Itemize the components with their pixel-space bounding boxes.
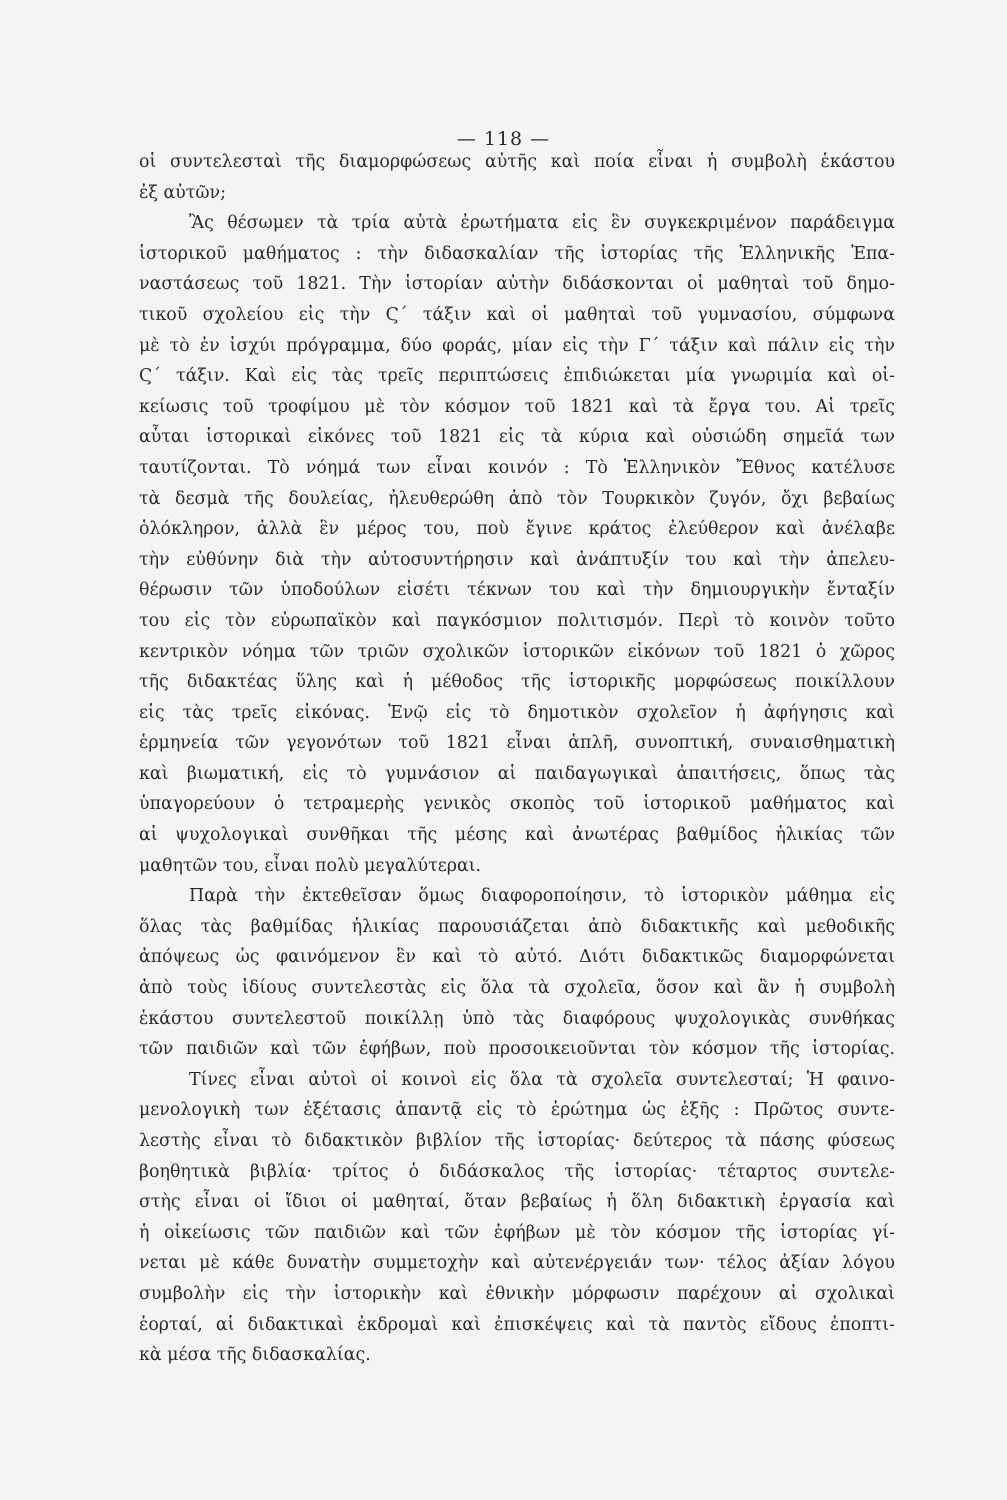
text-line: τῆς διδακτέας ὕλης καὶ ἡ μέθοδος τῆς ἱστορικῆς μορφώσεως ποικίλλουν [139, 672, 895, 693]
text-line: ἑκάστου συντελεστοῦ ποικίλλῃ ὑπὸ τὰς διαφόρους ψυχολογικὰς συνθήκας [139, 1008, 895, 1029]
text-line: συμβολὴν εἰς τὴν ἱστορικὴν καὶ ἐθνικὴν μόρφωσιν παρέχουν αἱ σχολικαὶ [139, 1283, 895, 1304]
text-line: ὁλόκληρον, ἀλλὰ ἓν μέρος του, ποὺ ἔγινε κράτος ἐλεύθερον καὶ ἀνέλαβε [139, 519, 895, 540]
text-line: λεστὴς εἶναι τὸ διδακτικὸν βιβλίον τῆς ἱστορίας· δεύτερος τὰ πάσης φύσεως [139, 1131, 895, 1151]
body-text [139, 147, 895, 1371]
text-line: ἑρμηνεία τῶν γεγονότων τοῦ 1821 εἶναι ἁπλῆ, συνοπτική, συναισθηματικὴ [139, 733, 895, 754]
text-line: ἐξ αὐτῶν; [139, 182, 226, 203]
text-line: καὶ βιωματική, εἰς τὸ γυμνάσιον αἱ παιδαγωγικαὶ ἀπαιτήσεις, ὅπως τὰς [139, 763, 895, 784]
text-line: του εἰς τὸν εὐρωπαϊκὸν καὶ παγκόσμιον πολιτισμόν. Περὶ τὸ κοινὸν τοῦτο [139, 610, 895, 631]
text-line: Τίνες εἶναι αὐτοὶ οἱ κοινοὶ εἰς ὅλα τὰ σχολεῖα συντελεσταί; Ἡ φαινο- [189, 1069, 895, 1090]
text-line: ἑορταί, αἱ διδακτικαὶ ἐκδρομαὶ καὶ ἐπισκέψεις καὶ τὰ παντὸς εἴδους ἐποπτι- [139, 1314, 895, 1335]
text-line: ἡ οἰκείωσις τῶν παιδιῶν καὶ τῶν ἐφήβων μὲ τὸν κόσμον τῆς ἱστορίας γί- [139, 1222, 895, 1243]
text-line: αὗται ἱστορικαὶ εἰκόνες τοῦ 1821 εἰς τὰ κύρια καὶ οὐσιώδη σημεῖά των [139, 427, 895, 448]
text-line: ἱστορικοῦ μαθήματος : τὴν διδασκαλίαν τῆς ἱστορίας τῆς Ἑλληνικῆς Ἐπα- [139, 243, 895, 264]
text-line: κὰ μέσα τῆς διδασκαλίας. [139, 1345, 371, 1366]
text-line: ὑπαγορεύουν ὁ τετραμερὴς γενικὸς σκοπὸς τοῦ ἱστορικοῦ μαθήματος καὶ [139, 794, 895, 815]
text-line: θέρωσιν τῶν ὑποδούλων εἰσέτι τέκνων του καὶ τὴν δημιουργικὴν ἔνταξίν [139, 580, 895, 601]
text-line: κεντρικὸν νόημα τῶν τριῶν σχολικῶν ἱστορικῶν εἰκόνων τοῦ 1821 ὁ χῶρος [139, 641, 895, 662]
text-line: τὰ δεσμὰ τῆς δουλείας, ἠλευθερώθη ἀπὸ τὸν Τουρκικὸν ζυγόν, ὄχι βεβαίως [139, 488, 895, 509]
text-line: μενολογικὴ των ἐξέτασις ἀπαντᾷ εἰς τὸ ἐρώτημα ὡς ἑξῆς : Πρῶτος συντε- [139, 1100, 895, 1121]
text-line: αἱ ψυχολογικαὶ συνθῆκαι τῆς μέσης καὶ ἀνωτέρας βαθμίδος ἡλικίας τῶν [139, 825, 895, 846]
text-line: μὲ τὸ ἐν ἰσχύι πρόγραμμα, δύο φοράς, μίαν εἰς τὴν Γ΄ τάξιν καὶ πάλιν εἰς τὴν [139, 335, 895, 356]
text-line: τὴν εὐθύνην διὰ τὴν αὐτοσυντήρησιν καὶ ἀνάπτυξίν του καὶ τὴν ἀπελευ- [139, 549, 895, 570]
text-line: μαθητῶν του, εἶναι πολὺ μεγαλύτεραι. [139, 855, 482, 876]
text-line: ἀπόψεως ὡς φαινόμενον ἓν καὶ τὸ αὐτό. Διότι διδακτικῶς διαμορφώνεται [139, 947, 895, 968]
text-line: ταυτίζονται. Τὸ νόημά των εἶναι κοινόν : Τὸ Ἑλληνικὸν Ἔθνος κατέλυσε [139, 457, 895, 478]
page-number: — 118 — [456, 128, 551, 150]
text-line: Ἂς θέσωμεν τὰ τρία αὐτὰ ἐρωτήματα εἰς ἓν συγκεκριμένον παράδειγμα [189, 213, 895, 234]
text-line: ἀπὸ τοὺς ἰδίους συντελεστὰς εἰς ὅλα τὰ σχολεῖα, ὅσον καὶ ἂν ἡ συμβολὴ [139, 978, 895, 999]
text-line: εἰς τὰς τρεῖς εἰκόνας. Ἐνῷ εἰς τὸ δημοτικὸν σχολεῖον ἡ ἀφήγησις καὶ [139, 702, 895, 723]
text-line: στὴς εἶναι οἱ ἴδιοι οἱ μαθηταί, ὅταν βεβαίως ἡ ὅλη διδακτικὴ ἐργασία καὶ [139, 1192, 895, 1213]
text-line: Ϛ΄ τάξιν. Καὶ εἰς τὰς τρεῖς περιπτώσεις ἐπιδιώκεται μία γνωριμία καὶ οἰ- [139, 366, 895, 387]
text-line: νεται μὲ κάθε δυνατὴν συμμετοχὴν καὶ αὐτενέργειάν των· τέλος ἀξίαν λόγου [139, 1253, 895, 1274]
text-line: οἱ συντελεσταὶ τῆς διαμορφώσεως αὐτῆς καὶ ποία εἶναι ἡ συμβολὴ ἑκάστου [139, 152, 895, 172]
text-line: ὅλας τὰς βαθμίδας ἡλικίας παρουσιάζεται ἀπὸ διδακτικῆς καὶ μεθοδικῆς [139, 916, 895, 937]
text-line: κείωσις τοῦ τροφίμου μὲ τὸν κόσμον τοῦ 1821 καὶ τὰ ἔργα του. Αἱ τρεῖς [139, 396, 895, 417]
text-line: τικοῦ σχολείου εἰς τὴν Ϛ΄ τάξιν καὶ οἱ μαθηταὶ τοῦ γυμνασίου, σύμφωνα [139, 304, 895, 325]
text-line: Παρὰ τὴν ἐκτεθεῖσαν ὅμως διαφοροποίησιν, τὸ ἱστορικὸν μάθημα εἰς [189, 886, 895, 907]
text-line: βοηθητικὰ βιβλία· τρίτος ὁ διδάσκαλος τῆς ἱστορίας· τέταρτος συντελε- [139, 1161, 895, 1182]
text-line: τῶν παιδιῶν καὶ τῶν ἐφήβων, ποὺ προσοικειοῦνται τὸν κόσμον τῆς ἱστορίας. [139, 1039, 895, 1060]
text-line: ναστάσεως τοῦ 1821. Τὴν ἱστορίαν αὐτὴν διδάσκονται οἱ μαθηταὶ τοῦ δημο- [139, 274, 895, 295]
